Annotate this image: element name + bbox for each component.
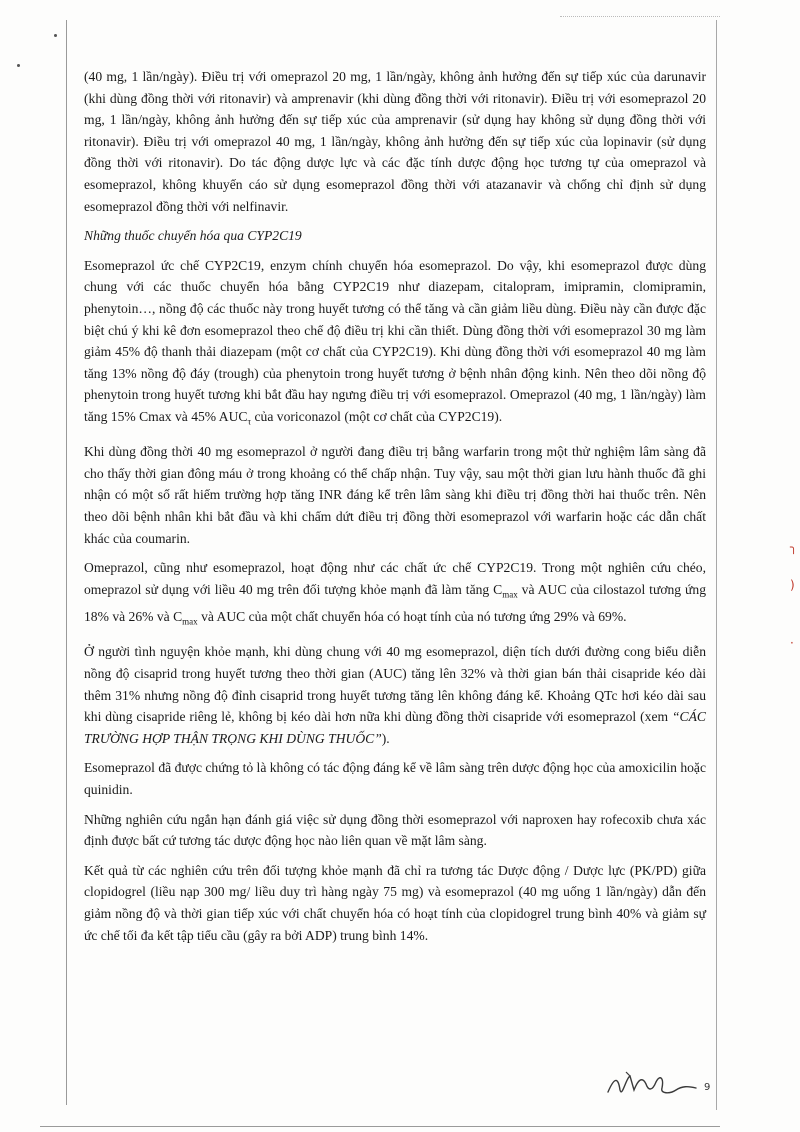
paragraph-text: Ở người tình nguyện khỏe mạnh, khi dùng chung với 40 mg esomeprazol, diện tích dưới đường cong biểu diễn nồng độ cisaprid trong huyết tương theo thời gian (AUC) tăng lên 32% và thời gian bán thải cisapride kéo dài thêm 31% nhưng nồng độ đỉnh cisaprid trong huyết tương tăng lên không đáng kể. Khoảng QTc hơi kéo dài sau khi dùng cisapride riêng lẻ, không bị kéo dài hơn nữa khi dùng đồng thời cisapride với esomeprazol (xem <box>84 644 706 725</box>
edge-artifact-mark: ╮ <box>790 540 798 554</box>
left-margin-line <box>66 20 67 1105</box>
paragraph-text: của voriconazol (một cơ chất của CYP2C19). <box>251 408 503 424</box>
page-number: 9 <box>704 1082 711 1093</box>
paragraph-text: ). <box>381 730 390 746</box>
paragraph-cisaprid <box>84 641 706 749</box>
paragraph-amoxicilin: Esomeprazol đã được chứng tỏ là không có tác động đáng kể về lâm sàng trên dược động học của amoxicilin hoặc quinidin. <box>84 760 706 797</box>
top-margin-line <box>560 16 720 18</box>
paragraph-text: và AUC của cilostazol tương ứng 18% và 26% và C <box>84 581 707 625</box>
handwritten-initials <box>600 1064 710 1104</box>
scan-speck <box>17 64 20 67</box>
document-body <box>84 66 706 954</box>
paragraph-cilostazol <box>84 557 706 633</box>
subscript-max: max <box>182 616 198 627</box>
scan-speck <box>54 34 57 37</box>
paragraph-text: Omeprazol, cũng như esomeprazol, hoạt động như các chất ức chế CYP2C19. Trong một nghiên cứu chéo, omeprazol sử dụng với liều 40 mg trên đối tượng khỏe mạnh đã làm tăng C <box>84 560 706 597</box>
subscript-max: max <box>502 589 518 600</box>
paragraph-text: Esomeprazol ức chế CYP2C19, enzym chính chuyển hóa esomeprazol. Do vậy, khi esomeprazol được dùng chung với các thuốc chuyển hóa bằng CYP2C19 như diazepam, citalopram, imipramin, clomipramin, phenytoin…, nồng độ các thuốc này trong huyết tương có thể tăng và cần giảm liều dùng. Điều này cần được đặc biệt chú ý khi kê đơn esomeprazol theo chế độ điều trị khi cần thiết. Dùng đồng thời với esomeprazol 30 mg làm giảm 45% độ thanh thải diazepam (một cơ chất của CYP2C19). Khi dùng đồng thời với esomeprazol 40 mg làm tăng 13% nồng độ đáy (trough) của phenytoin trong huyết tương ở bệnh nhân động kinh. Nên theo dõi nồng độ phenytoin trong huyết tương khi bắt đầu hay ngưng điều trị với esomeprazol. Omeprazol (40 mg, 1 lần/ngày) làm tăng 15% Cmax và 45% AUC <box>84 257 706 424</box>
bottom-margin-line <box>40 1126 720 1127</box>
edge-artifact-mark: ) <box>790 578 795 592</box>
section-heading: Những thuốc chuyển hóa qua CYP2C19 <box>84 228 302 244</box>
cross-reference: “CÁC TRƯỜNG HỢP THẬN TRỌNG KHI DÙNG THUỐC” <box>84 709 706 746</box>
paragraph-naproxen: Những nghiên cứu ngắn hạn đánh giá việc sử dụng đồng thời esomeprazol với naproxen hay rofecoxib chưa xác định được bất cứ tương tác dược động học nào liên quan về mặt lâm sàng. <box>84 811 706 849</box>
paragraph-cyp2c19-inhibition <box>84 255 706 433</box>
paragraph-text: và AUC của một chất chuyển hóa có hoạt tính của nó tương ứng 29% và 69%. <box>197 609 627 625</box>
subscript-tau: τ <box>247 416 252 427</box>
edge-artifact-mark: · <box>790 636 794 650</box>
continuation-paragraph: (40 mg, 1 lần/ngày). Điều trị với omeprazol 20 mg, 1 lần/ngày, không ảnh hưởng đến sự tiếp xúc của darunavir (khi dùng đồng thời với ritonavir) và amprenavir (khi dùng đồng thời với ritonavir). Điều trị với esomeprazol 20 mg, 1 lần/ngày, không ảnh hưởng đến sự tiếp xúc của amprenavir (sử dụng hay không sử dụng đồng thời với ritonavir). Điều trị với omeprazol 40 mg, 1 lần/ngày, không ảnh hưởng đến sự tiếp xúc của lopinavir (sử dụng đồng thời với ritonavir). Do tác động dược lực và các đặc tính dược động học tương tự của omeprazol và esomeprazol, không khuyến cáo sử dụng esomeprazol đồng thời với atazanavir và chống chỉ định sử dụng esomeprazol đồng thời với nelfinavir. <box>84 69 706 214</box>
right-margin-line <box>716 20 717 1110</box>
paragraph-warfarin: Khi dùng đồng thời 40 mg esomeprazol ở người đang điều trị bằng warfarin trong một thử nghiệm lâm sàng đã cho thấy thời gian đông máu ở trong khoảng có thể chấp nhận. Tuy vậy, sau một thời gian lưu hành thuốc đã ghi nhận có một số rất hiếm trường hợp tăng INR đáng kể trên lâm sàng khi điều trị đồng thời hai thuốc trên. Nên theo dõi bệnh nhân khi bắt đầu và khi chấm dứt điều trị đồng thời esomeprazol với warfarin hoặc các dẫn chất khác của coumarin. <box>84 444 706 546</box>
paragraph-clopidogrel: Kết quả từ các nghiên cứu trên đối tượng khỏe mạnh đã chỉ ra tương tác Dược động / Dược lực (PK/PD) giữa clopidogrel (liều nạp 300 mg/ liều duy trì hàng ngày 75 mg) và esomeprazol (40 mg uống 1 lần/ngày) dẫn đến giảm nồng độ và thời gian tiếp xúc với chất chuyển hóa có hoạt tính của clopidogrel trung bình 40% và giảm sự ức chế tối đa kết tập tiểu cầu (gây ra bởi ADP) trung bình 14%. <box>84 862 706 943</box>
